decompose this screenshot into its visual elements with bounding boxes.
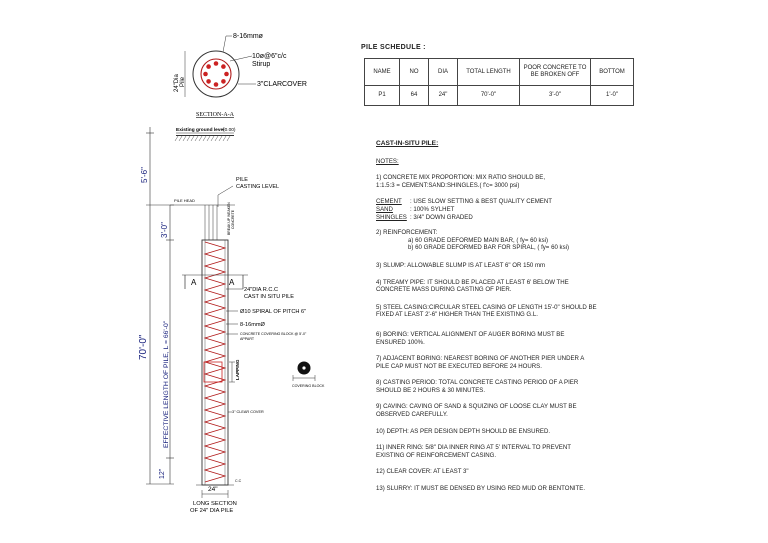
table-row (365, 86, 634, 106)
ground-level-label: Existing ground level (176, 128, 225, 133)
note-4: 4) TREAMY PIPE: IT SHOULD BE PLACED AT LEAST 6' BELOW THE (376, 278, 569, 286)
col-name: NAME (365, 59, 400, 86)
col-bottom: BOTTOM (591, 59, 634, 86)
cell-total-length: 70'-0" (458, 86, 520, 106)
section-mark-left: A (191, 278, 197, 287)
section-bar-label: 8-16mmø (233, 33, 263, 40)
covering-block-label: COVERING BLOCK (292, 384, 325, 388)
note-10: 10) DEPTH: AS PER DESIGN DEPTH SHOULD BE ENSURED. (376, 427, 551, 435)
long-bar-label: 8-16mmØ (240, 322, 265, 328)
cell-no: 64 (400, 86, 429, 106)
mix-sand-key: SAND (376, 205, 393, 213)
main-bar (224, 72, 229, 77)
pile-head-label: PILE HEAD (174, 198, 195, 203)
col-poor-concrete: POOR CONCRETE TO BE BROKEN OFF (520, 59, 591, 86)
note-7-cont: PILE CAP MUST NOT BE EXECUTED BEFORE 24 HOURS. (376, 362, 542, 370)
section-a-a (174, 33, 307, 118)
note-2a: a) 60 GRADE DEFORMED MAIN BAR, ( fy= 60 ksi) (408, 236, 549, 244)
effective-length-label: EFFECTIVE LENGTH OF PILE, L = 66'-0" (163, 320, 170, 448)
col-dia: DIA (429, 59, 458, 86)
main-bar (221, 64, 226, 69)
col-no: NO (400, 59, 429, 86)
section-cover-label: 3"CLARCOVER (257, 81, 307, 88)
spiral-label: Ø10 SPIRAL OF PITCH 6" (240, 309, 307, 315)
pile-outer-circle (193, 51, 239, 97)
mix-shingles-key: SHINGLES (376, 213, 407, 221)
note-9: 9) CAVING: CAVING OF SAND & SQUIZING OF LOOSE CLAY MUST BE (376, 403, 577, 411)
main-bar (221, 79, 226, 84)
rcc-pile-label-2: CAST IN SITU PILE (244, 294, 294, 300)
table-header-row (365, 59, 634, 86)
rcc-pile-label: 24"DIA R.C.C (244, 287, 279, 293)
section-title: SECTION-A-A (196, 112, 234, 118)
long-section (138, 127, 325, 514)
note-7: 7) ADJACENT BORING: NEAREST BORING OF ANOTHER PIER UNDER A (376, 355, 585, 363)
main-bar (206, 64, 211, 69)
note-11-cont: EXISTING OF REINFORCEMENT CASING. (376, 451, 497, 459)
cell-bottom: 1'-0" (591, 86, 634, 106)
section-dia-label-2: Pile (180, 76, 186, 87)
note-6-cont: ENSURED 100%. (376, 338, 425, 346)
pile-casting-label-2: CASTING LEVEL (236, 184, 280, 190)
section-stirrup-label: 10ø@6"c/c (252, 53, 287, 60)
note-11: 11) INNER RING: 5/8" DIA INNER RING AT 5' INTERVAL TO PREVENT (376, 444, 571, 452)
mix-cement-value: : USE SLOW SETTING & BEST QUALITY CEMENT (410, 198, 552, 206)
ground-level-value: (0.00) (223, 128, 236, 133)
main-bars (203, 61, 229, 87)
notes-heading: CAST-IN-SITU PILE: (376, 140, 439, 147)
pile-casting-label: PILE (236, 177, 248, 183)
main-bar (206, 79, 211, 84)
dim-top: 5'-6" (140, 167, 149, 183)
break-up-text: BREAK UP WEAKEN (227, 202, 231, 235)
note-5: 5) STEEL CASING:CIRCULAR STEEL CASING OF LENGTH 15'-0" SHOULD BE (376, 303, 597, 311)
long-section-title-2: OF 24" DIA PILE (190, 508, 234, 514)
note-13: 13) SLURRY: IT MUST BE DENSED BY USING RED MUD OR BENTONITE. (376, 485, 586, 493)
main-bar (203, 72, 208, 77)
section-stirrup-label-2: Stirup (252, 61, 271, 68)
clear-cover-label: 3" CLEAR COVER (232, 410, 264, 414)
dim-3ft: 3'-0" (160, 222, 169, 238)
break-up-text-2: CONCRETE (231, 209, 235, 229)
dim-70ft: 70'-0" (138, 334, 149, 360)
note-4-cont: CONCRETE MASS DURING CASTING OF PIER. (376, 286, 512, 294)
main-bar (214, 82, 219, 87)
note-2b: b) 60 GRADE DEFORMED BAR FOR SPIRAL, ( fy= 60 ksi) (408, 244, 570, 252)
cell-name: P1 (365, 86, 400, 106)
cc-mark: C.C (235, 479, 242, 483)
cover-block-label: CONCRETE COVERING BLOCK @ 5'-0" (240, 332, 307, 336)
note-3: 3) SLUMP: ALLOWABLE SLUMP IS AT LEAST 6" OR 150 mm (376, 261, 546, 269)
cell-dia: 24" (429, 86, 458, 106)
ground-hatch (175, 136, 230, 141)
dim-12: 12" (159, 468, 166, 479)
mix-sand-value: : 100% SYLHET (410, 205, 455, 213)
section-dia-label: 24"Dia (174, 74, 180, 92)
col-total-length: TOTAL LENGTH (458, 59, 520, 86)
notes-subheading: NOTES: (376, 157, 399, 165)
pile-schedule-title: PILE SCHEDULE : (361, 44, 426, 51)
lapping-label: LAPPING (235, 359, 240, 380)
long-section-title: LONG SECTION (193, 501, 237, 507)
cover-block-label-2: APPART (240, 337, 255, 341)
note-2: 2) REINFORCEMENT: (376, 229, 438, 237)
pile-width-label: 24" (208, 486, 218, 493)
notes-block (376, 140, 626, 493)
main-bar (214, 61, 219, 66)
cell-poor-concrete: 3'-0" (520, 86, 591, 106)
note-5-cont: FIXED AT LEAST 2'-6" HIGHER THAN THE EXISTING G.L. (376, 311, 538, 319)
mix-shingles-value: : 3/4" DOWN GRADED (410, 213, 473, 221)
note-8: 8) CASTING PERIOD: TOTAL CONCRETE CASTING PERIOD OF A PIER (376, 379, 579, 387)
note-1-cont: 1:1.5:3 = CEMENT:SAND:SHINGLES.( f'c= 3000 psi) (376, 181, 520, 189)
mix-cement-key: CEMENT (376, 198, 402, 206)
pile-schedule-table (364, 58, 634, 106)
note-6: 6) BORING: VERTICAL ALIGNMENT OF AUGER BORING MUST BE (376, 330, 565, 338)
note-1: 1) CONCRETE MIX PROPORTION: MIX RATIO SHOULD BE, (376, 174, 546, 182)
note-9-cont: OBSERVED CAREFULLY. (376, 411, 448, 419)
section-mark-right: A (229, 278, 235, 287)
note-8-cont: SHOULD BE 2 HOURS & 30 MINUTES. (376, 386, 486, 394)
note-12: 12) CLEAR COVER: AT LEAST 3" (376, 468, 469, 476)
